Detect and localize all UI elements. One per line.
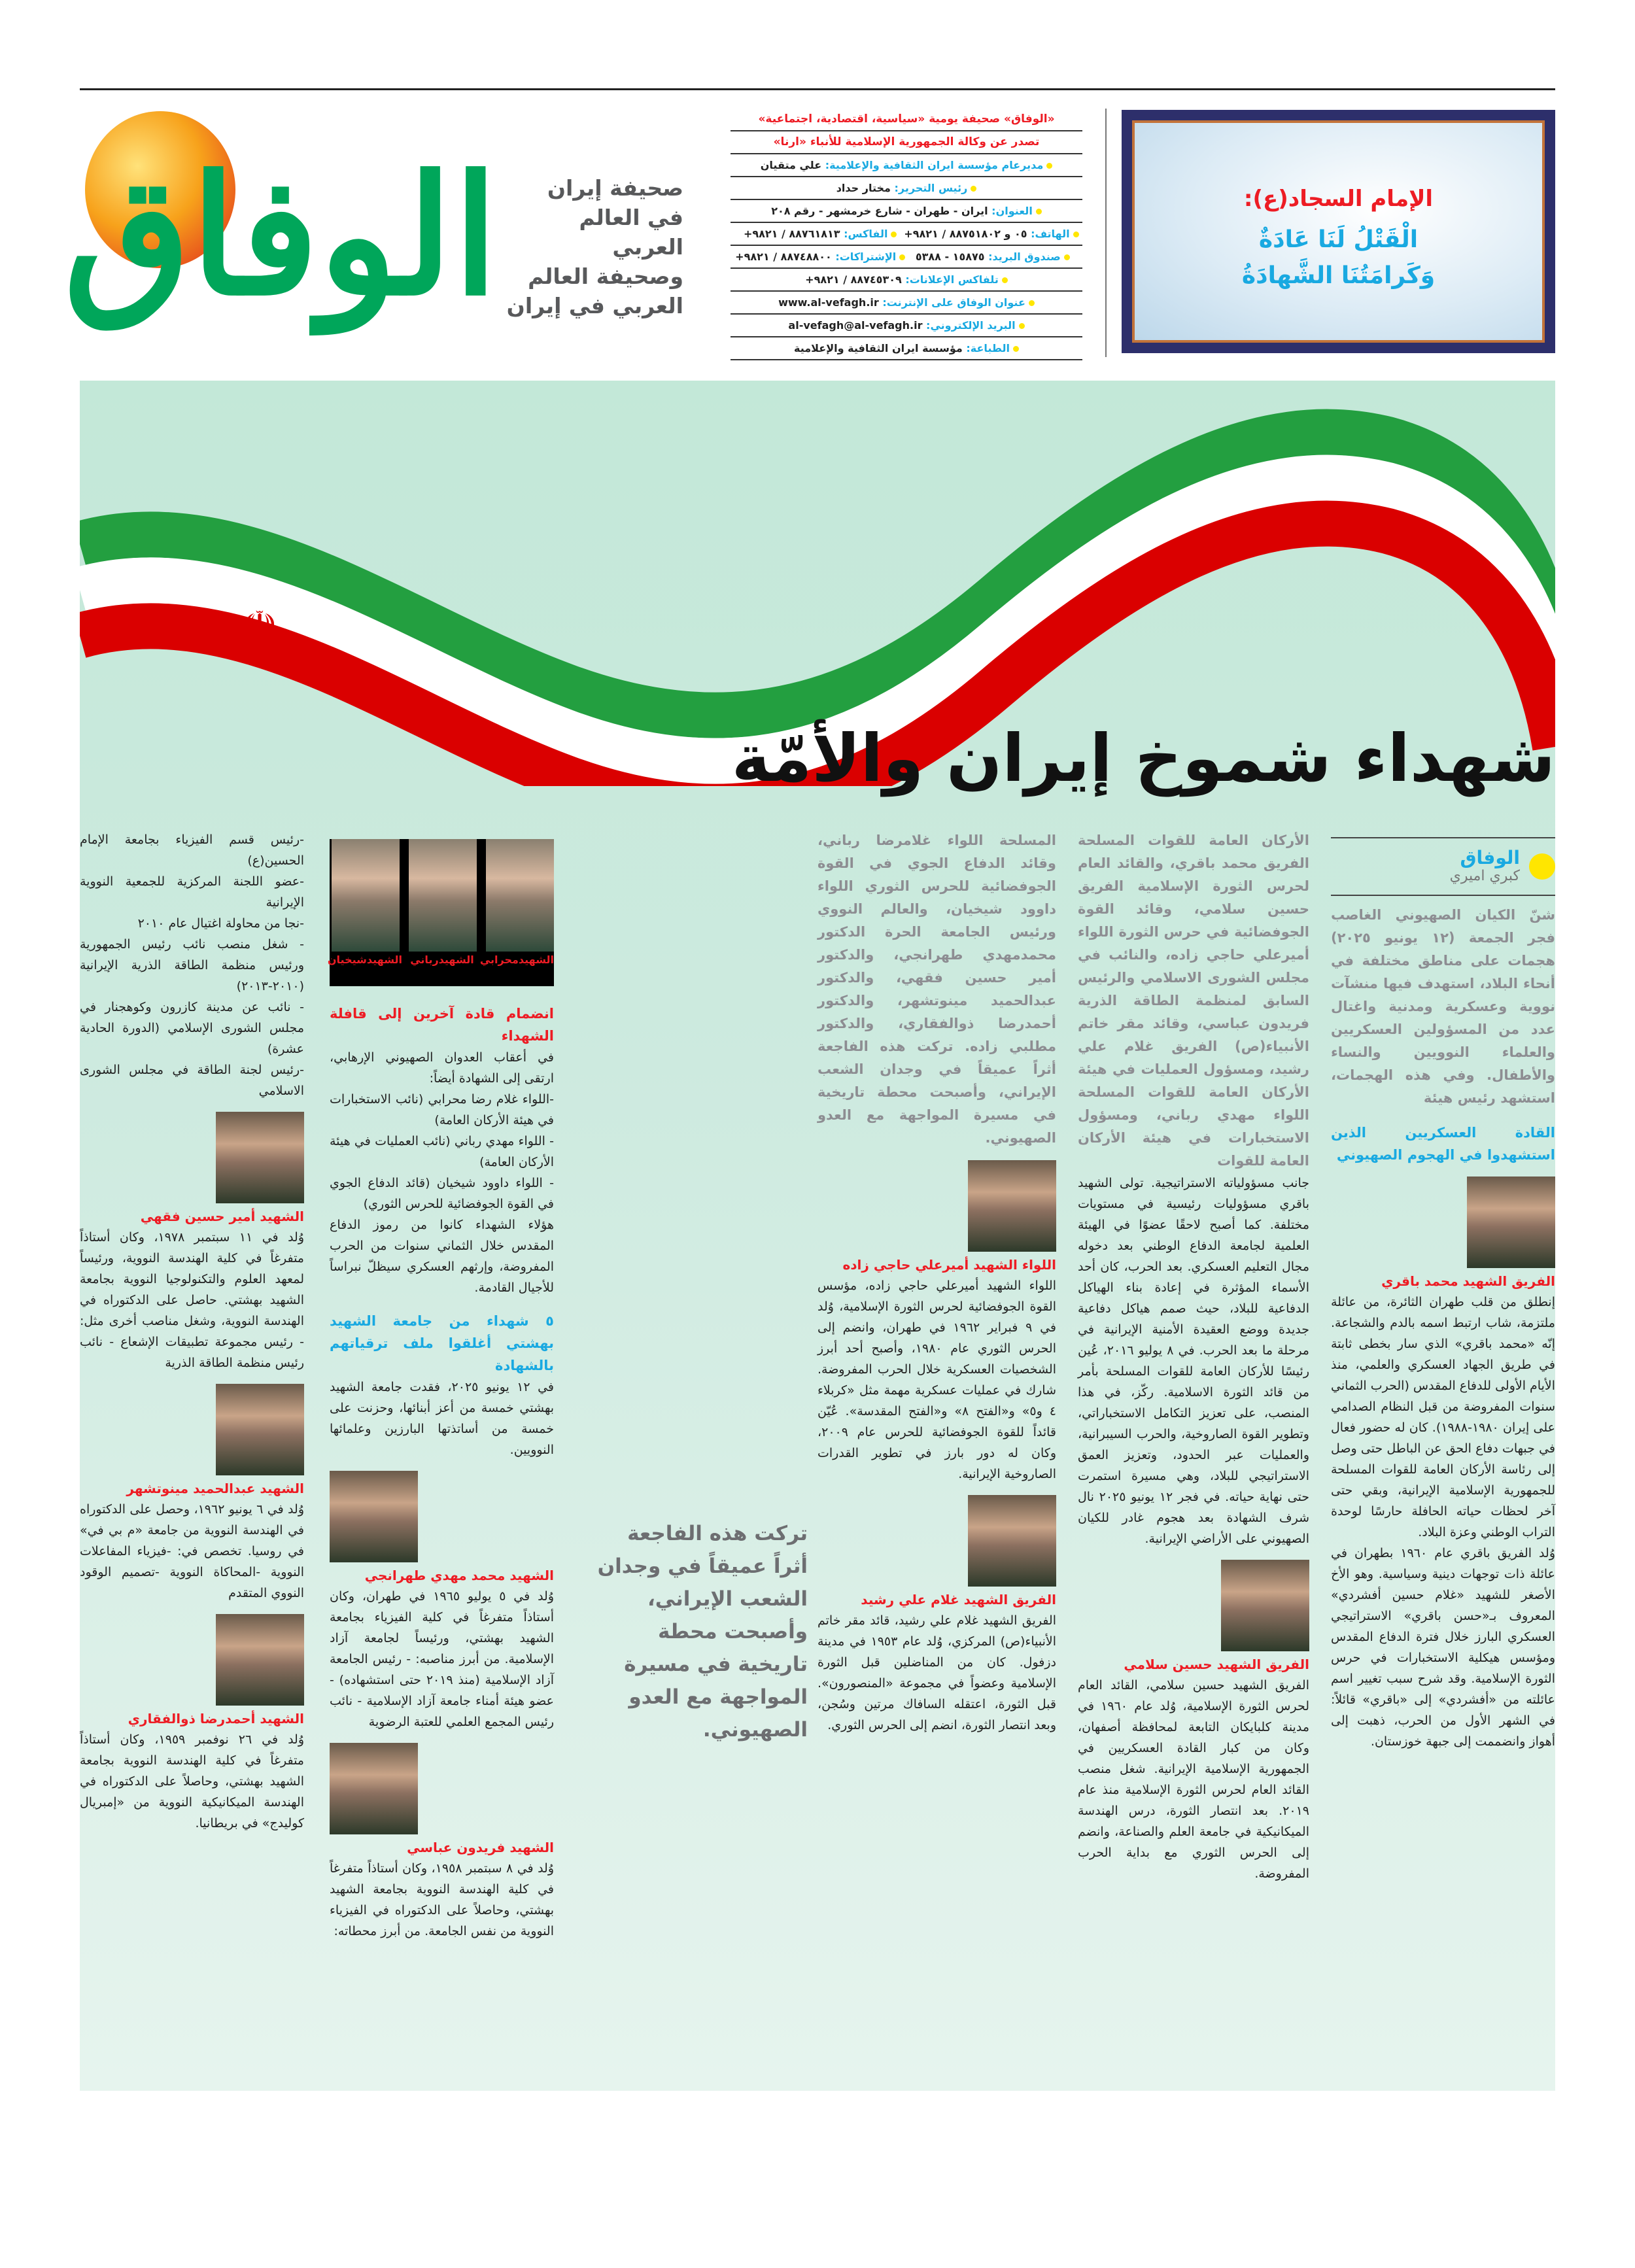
bullet-icon [1073,232,1079,237]
newspaper-logo [63,98,498,347]
bullet-icon [1064,254,1070,260]
martyr-name-caption: الشهيد أحمدرضا ذوالفقاري [128,1711,304,1727]
martyr-name-caption: اللواء الشهيد أميرعلي حاجي زاده [842,1257,1056,1273]
byline-brand: الوفاق [1460,847,1520,868]
article-column-3 [818,829,1056,1736]
quote-line: الْقَتْلُ لَنَا عَادَةٌ [1258,226,1419,253]
pull-quote: تركت هذه الفاجعة أثراً عميقاً في وجدان الشعب الإيراني، وأصبحت محطة تاريخية في مسيرة المواجهة مع العدو الصهيوني. [597,1522,808,1742]
info-phone-fax: الهاتف: ٠٥ و ٨٨٧٥١٨٠٢ / ٩٨٢١+الفاكس: ٨٨٧٦١٨١٣ / ٩٨٢١+ [731,223,1082,246]
portrait-photo [330,1743,418,1834]
body-paragraph: وُلد في ١١ سبتمبر ١٩٧٨، وكان أستاذاً متفرغاً في كلية الهندسة النووية، ورئيساً لمعهد العلوم والتكنولوجيا النووية بجامعة الشهيد بهشتي. حاصل على الدكتوراه في الهندسة النووية، وشغل مناصب أخرى مثل: - رئيس مجموعة تطبيقات الإشعاع - نائب رئيس منظمة الطاقة الذرية [80,1230,305,1370]
info-email: البريد الإلكتروني: al-vefagh@al-vefagh.ir [731,315,1082,337]
body-paragraph: إنطلق من قلب طهران الثائرة، من عائلة ملتزمة، شاب ارتبط اسمه بالدم والشجاعة. إنّه «محمد باقري» الذي سار بخطى ثابتة في طريق الجهاد العسكري والعلمي، منذ الأيام الأولى للدفاع المقدس (الحرب الثماني سنوات المفروضة من قبل النظام الصدامي على إيران ١٩٨٠-١٩٨٨). كان له حضور فعال في جبهات دفاع الحق عن الباطل حتى وصل إلى رئاسة الأركان العامة للقوات المسلحة للجمهورية الإسلامية الإيرانية، وبقي حتى آخر لحظات حياته الحافلة حارسًا لوحدة التراب الوطني وعزة البلاد. [1331,1295,1555,1539]
info-website: عنوان الوفاق على الإنترنت: www.al-vefagh.ir [731,292,1082,315]
martyr-name-caption: الشهيد محمد مهدي طهرانجي [364,1568,554,1583]
info-editor: رئيس التحرير: مختار حداد [731,177,1082,200]
martyr-name-caption: الشهيد أمير حسين فقهي [140,1209,304,1224]
body-paragraph: -نجا من محاولة اغتيال عام ٢٠١٠ [137,916,304,931]
photo-caption: الشهيدشيخيان [327,954,402,966]
tagline-line: العربي في إيران [506,293,683,318]
bullet-icon [891,232,897,237]
bullet-icon [1036,209,1042,215]
photo-caption: الشهيدرباني [410,954,474,966]
portrait-photo [1467,1177,1555,1268]
bullet-icon [1013,346,1019,352]
body-paragraph: -رئيس قسم الفيزياء بجامعة الإمام الحسين(ع) [80,833,304,868]
bullet-icon [1019,323,1025,329]
martyr-name-caption: الشهيد فريدون عباسي [407,1840,554,1855]
portrait-photo [332,839,400,952]
body-paragraph: - اللواء داوود شيخيان (قائد الدفاع الجوي في القوة الجوفضائية للحرس الثوري) [330,1176,554,1211]
portrait-photo [216,1614,304,1706]
info-director: مديرعام مؤسسة ايران الثقافية والإعلامية: علي متقيان [731,154,1082,177]
info-line: «الوفاق» صحيفة يومية «سياسية، اقتصادية، اجتماعية» [731,109,1082,131]
body-paragraph: -اللواء غلام رضا محرابي (نائب الاستخبارات في هيئة الأركان العامة) [330,1092,554,1127]
publication-info-box [731,109,1082,360]
bullet-icon [971,186,976,192]
intro-paragraph: شنّ الكيان الصهيوني الغاصب فجر الجمعة (١٢ يونيو ٢٠٢٥) هجمات على مناطق مختلفة في أنحاء البلاد، استهدف فيها منشآت نووية وعسكرية ومدنية واغتال عدد من المسؤولين العسكريين والعلماء النوويين والنساء والأطفال. وفي هذه الهجمات، استشهد رئيس هيئة [1331,907,1555,1106]
info-pobox-subs: صندوق البريد: ١٥٨٧٥ - ٥٣٨٨الإشتراكات: ٨٨٧٤٨٨٠٠ / ٩٨٢١+ [731,246,1082,269]
tagline-line: وصحيفة العالم [528,264,683,289]
photo-caption: الشهيدمحرابي [479,954,554,966]
body-paragraph: وُلد الفريق باقري عام ١٩٦٠ بطهران في عائلة ذات توجهات دينية وسياسية. وهو الأخ الأصغر للشهيد «غلام حسين أفشردي» المعروف بـ«حسن باقري» الاستراتيجي العسكري البارز خلال فترة الدفاع المقدس ومؤسس هيكلية الاستخبارات في حرس الثورة الإسلامية. وقد شرح سبب تغيير اسم عائلته من «أفشردي» إلى «باقري» قائلاً: في الشهر الأول من الحرب، ذهبت إلى أهواز وانضممت إلى جبهة خوزستان. [1331,1546,1555,1749]
info-address: العنوان: ايران - طهران - شارع خرمشهر - رقم ٢٠٨ [731,200,1082,223]
section-heading: انضمام قادة آخرين إلى قافلة الشهداء [330,1006,554,1044]
martyr-name-caption: الفريق الشهيد غلام علي رشيد [861,1592,1056,1607]
body-paragraph: وُلد في ٦ يونيو ١٩٦٢، وحصل على الدكتوراه في الهندسة النووية من جامعة «م بي في» في روسيا. تخصص في: -فيزياء المفاعلات النووية -المحاكاة النووية -تصميم الوقود النووي المتقدم [80,1502,304,1600]
portrait-photo [968,1495,1056,1587]
info-line: تصدر عن وكالة الجمهورية الإسلامية للأنباء «ارنا» [731,131,1082,154]
portrait-photo [216,1384,304,1475]
body-paragraph: اللواء الشهيد أميرعلي حاجي زاده، مؤسس القوة الجوفضائية لحرس الثورة الإسلامية، وُلد في ٩ فبراير ١٩٦٢ في طهران، وانضم إلى الحرس الثوري عام ١٩٨٠، وأصبح أحد أبرز الشخصيات العسكرية خلال الحرب المفروضة. شارك في عمليات عسكرية مهمة مثل «كربلاء ٤ و٥» و«الفتح ٨» و«الفتح المقدسة». عُيّن قائداً للقوة الجوفضائية للحرس عام ٢٠٠٩، وكان له دور بارز في تطوير القدرات الصاروخية الإيرانية. [818,1279,1057,1481]
body-paragraph: - شغل منصب نائب رئيس الجمهورية ورئيس منظمة الطاقة الذرية الإيرانية (٢٠١٠-٢٠١٣) [80,937,304,993]
bullet-icon [899,254,905,260]
website-link[interactable]: www.al-vefagh.ir [778,296,879,309]
body-paragraph: - اللواء مهدي رباني (نائب العمليات في هيئة الأركان العامة) [330,1134,554,1169]
bullet-icon [1046,163,1052,169]
bullet-icon [1029,300,1035,306]
body-paragraph: الفريق الشهيد حسين سلامي، القائد العام لحرس الثورة الإسلامية، وُلد عام ١٩٦٠ في مدينة كلبايكان التابعة لمحافظة أصفهان، وكان من كبار القادة العسكريين في الجمهورية الإسلامية الإيرانية. شغل منصب القائد العام لحرس الثورة الإسلامية منذ عام ٢٠١٩. بعد انتصار الثورة، درس الهندسة الميكانيكية في جامعة العلم والصناعة، وانضم إلى الحرس الثوري مع بداية الحرب المفروضة. [1078,1678,1309,1881]
info-printing: الطباعة: مؤسسة ايران الثقافية والإعلامية [731,337,1082,360]
portrait-photo [330,1471,418,1562]
body-paragraph: هؤلاء الشهداء كانوا من رموز الدفاع المقدس خلال الثماني سنوات من الحرب المفروضة، وإرثهم العسكري سيظلّ نبراساً للأجيال القادمة. [330,1218,554,1295]
byline [1331,837,1555,896]
divider [1105,109,1107,357]
quote-speaker: الإمام السجاد(ع): [1243,186,1434,212]
martyr-name-caption: الفريق الشهيد محمد باقري [1381,1273,1555,1289]
intro-paragraph: الأركان العامة للقوات المسلحة الفريق محمد باقري، والقائد العام لحرس الثورة الإسلامية الفريق حسين سلامي، وقائد القوة الجوفضائية في حرس الثورة اللواء أميرعلي حاجي زاده، والنائب في مجلس الشورى الاسلامي والرئيس السابق لمنظمة الطاقة الذرية فريدون عباسي، وقائد مقر خاتم الأنبياء(ص) الفريق غلام علي رشيد، ومسؤول العمليات في هيئة الأركان العامة للقوات المسلحة اللواء مهدي رباني، ومسؤول الاستخبارات في هيئة الأركان العامة للقوات [1078,833,1309,1169]
email-link[interactable]: al-vefagh@al-vefagh.ir [788,319,923,332]
corner-marker-icon [1529,853,1555,880]
info-ads-fax: تلفاكس الإعلانات: ٨٨٧٤٥٣٠٩ / ٩٨٢١+ [731,269,1082,292]
article-column-6 [80,829,304,1834]
masthead-tagline [504,173,683,320]
article-column-1 [1331,824,1555,1752]
top-rule [80,88,1555,90]
body-paragraph: وُلد في ٨ سبتمبر ١٩٥٨، وكان أستاذاً متفرغاً في كلية الهندسة النووية بجامعة الشهيد بهشتي، وحاصلاً على الدكتوراه في الفيزياء النووية من نفس الجامعة. من أبرز محطاته: [330,1861,555,1938]
section-heading: ٥ شهداء من جامعة الشهيد بهشتي أغلقوا ملف ترقياتهم بالشهادة [330,1313,554,1373]
body-paragraph: جانب مسؤولياته الاستراتيجية. تولى الشهيد باقري مسؤوليات رئيسية في مستويات مختلفة. كما أصبح لاحقًا عضوًا في الهيئة العلمية لجامعة الدفاع الوطني بعد دخوله مجال التعليم العسكري. بعد الحرب، كان أحد الأسماء المؤثرة في إعادة بناء الهياكل الدفاعية للبلاد، حيث صمم هياكل دفاعية جديدة ووضع العقيدة الأمنية الإيرانية في مرحلة ما بعد الحرب. في ٨ يوليو ٢٠١٦، عُين رئيسًا للأركان العامة للقوات المسلحة بأمر من قائد الثورة الاسلامية. ركّز، في هذا المنصب، على تعزيز التكامل الاستخباراتي، وتطوير القوة الصاروخية، والحرب السيبرانية، والعمليات عبر الحدود، وتعزيز العمق الاستراتيجي للبلاد، وهي مسيرة استمرت حتى نهاية حياته. في فجر ١٢ يونيو ٢٠٢٥ نال شرف الشهادة بعد هجوم غادر للكيان الصهيوني على الأراضي الإيرانية. [1078,1176,1310,1546]
byline-author: كبري اميري [1449,868,1520,884]
body-paragraph: وُلد في ٢٦ نوفمبر ١٩٥٩، وكان أستاذاً متفرغاً في كلية الهندسة النووية بجامعة الشهيد بهشتي، وحاصلاً على الدكتوراه في الهندسة الميكانيكية النووية من «إمبريال كوليدج» في بريطانيا. [80,1732,305,1830]
portrait-photo [968,1160,1056,1252]
portrait-photo [409,839,477,952]
body-paragraph: - نائب عن مدينة كازرون وكوهجنار في مجلس الشورى الإسلامي (الدورة الحادية عشرة) [80,1000,304,1056]
body-paragraph: -رئيس لجنة الطاقة في مجلس الشورى الاسلامي [80,1063,304,1098]
three-martyrs-photo [327,839,554,986]
article-column-5 [330,997,554,1942]
intro-paragraph: المسلحة اللواء غلامرضا رباني، وقائد الدفاع الجوي في القوة الجوفضائية للحرس الثوري اللواء داوود شيخيان، والعالم النووي ورئيس الجامعة الحرة الدكتور محمدمهدي طهرانجي، والدكتور أمير حسين فقهي، والدكتور عبدالحميد مينوتشهر، والدكتور أحمدرضا ذوالفقاري، والدكتور مطلبي زاده. تركت هذه الفاجعة أثراً عميقاً في وجدان الشعب الإيراني، وأصبحت محطة تاريخية في مسيرة المواجهة مع العدو الصهيوني. [818,833,1056,1146]
main-headline: شهداء شموخ إيران والأمّة [731,720,1555,797]
tagline-line: في العالم العربي [579,205,683,260]
flag-emblem-icon: ☫ [242,603,277,649]
quote-box [1122,110,1555,353]
logo-wordmark: الوفاق [63,139,498,332]
body-paragraph: في ١٢ يونيو ٢٠٢٥، فقدت جامعة الشهيد بهشتي خمسة من أعز أبنائها، وحزنت على خمسة من أساتذتها البارزين وعلمائها النوويين. [330,1380,554,1457]
portrait-photo [486,839,554,952]
body-paragraph: في أعقاب العدوان الصهيوني الإرهابي، ارتقى إلى الشهادة أيضاً: [330,1050,554,1086]
article-column-2 [1078,829,1309,1884]
quote-line: وَكَرامَتُنَا الشَّهادَةُ [1241,262,1436,289]
martyr-name-caption: الفريق الشهيد حسين سلامي [1124,1657,1309,1672]
section-heading: القادة العسكريين الذين استشهدوا في الهجوم الصهيوني [1331,1125,1555,1163]
bullet-icon [1002,277,1008,283]
portrait-photo [216,1112,304,1203]
body-paragraph: وُلد في ٥ يوليو ١٩٦٥ في طهران، وكان أستاذاً متفرغاً في كلية الفيزياء بجامعة الشهيد بهشتي، ورئيساً لجامعة آزاد الإسلامية. من أبرز مناصبه: - رئيس الجامعة آزاد الإسلامية (منذ ٢٠١٩ حتى استشهاده) - عضو هيئة أمناء جامعة آزاد الإسلامية - نائب رئيس المجمع العلمي للعتبة الرضوية [330,1589,555,1729]
body-paragraph: -عضو اللجنة المركزية للجمعية النووية الإيرانية [80,874,304,910]
tagline-line: صحيفة إيران [547,175,683,201]
martyr-name-caption: الشهيد عبدالحميد مينوتشهر [126,1481,304,1496]
body-paragraph: الفريق الشهيد غلام علي رشيد، قائد مقر خاتم الأنبياء(ص) المركزي، وُلد عام ١٩٥٣ في مدينة دزفول. كان من المناضلين قبل الثورة الإسلامية وعضواً في مجموعة «المنصورون». قبل الثورة، اعتقله السافاك مرتين وسُجن، وبعد انتصار الثورة، انضم إلى الحرس الثوري. [818,1613,1056,1732]
portrait-photo [1221,1560,1309,1651]
